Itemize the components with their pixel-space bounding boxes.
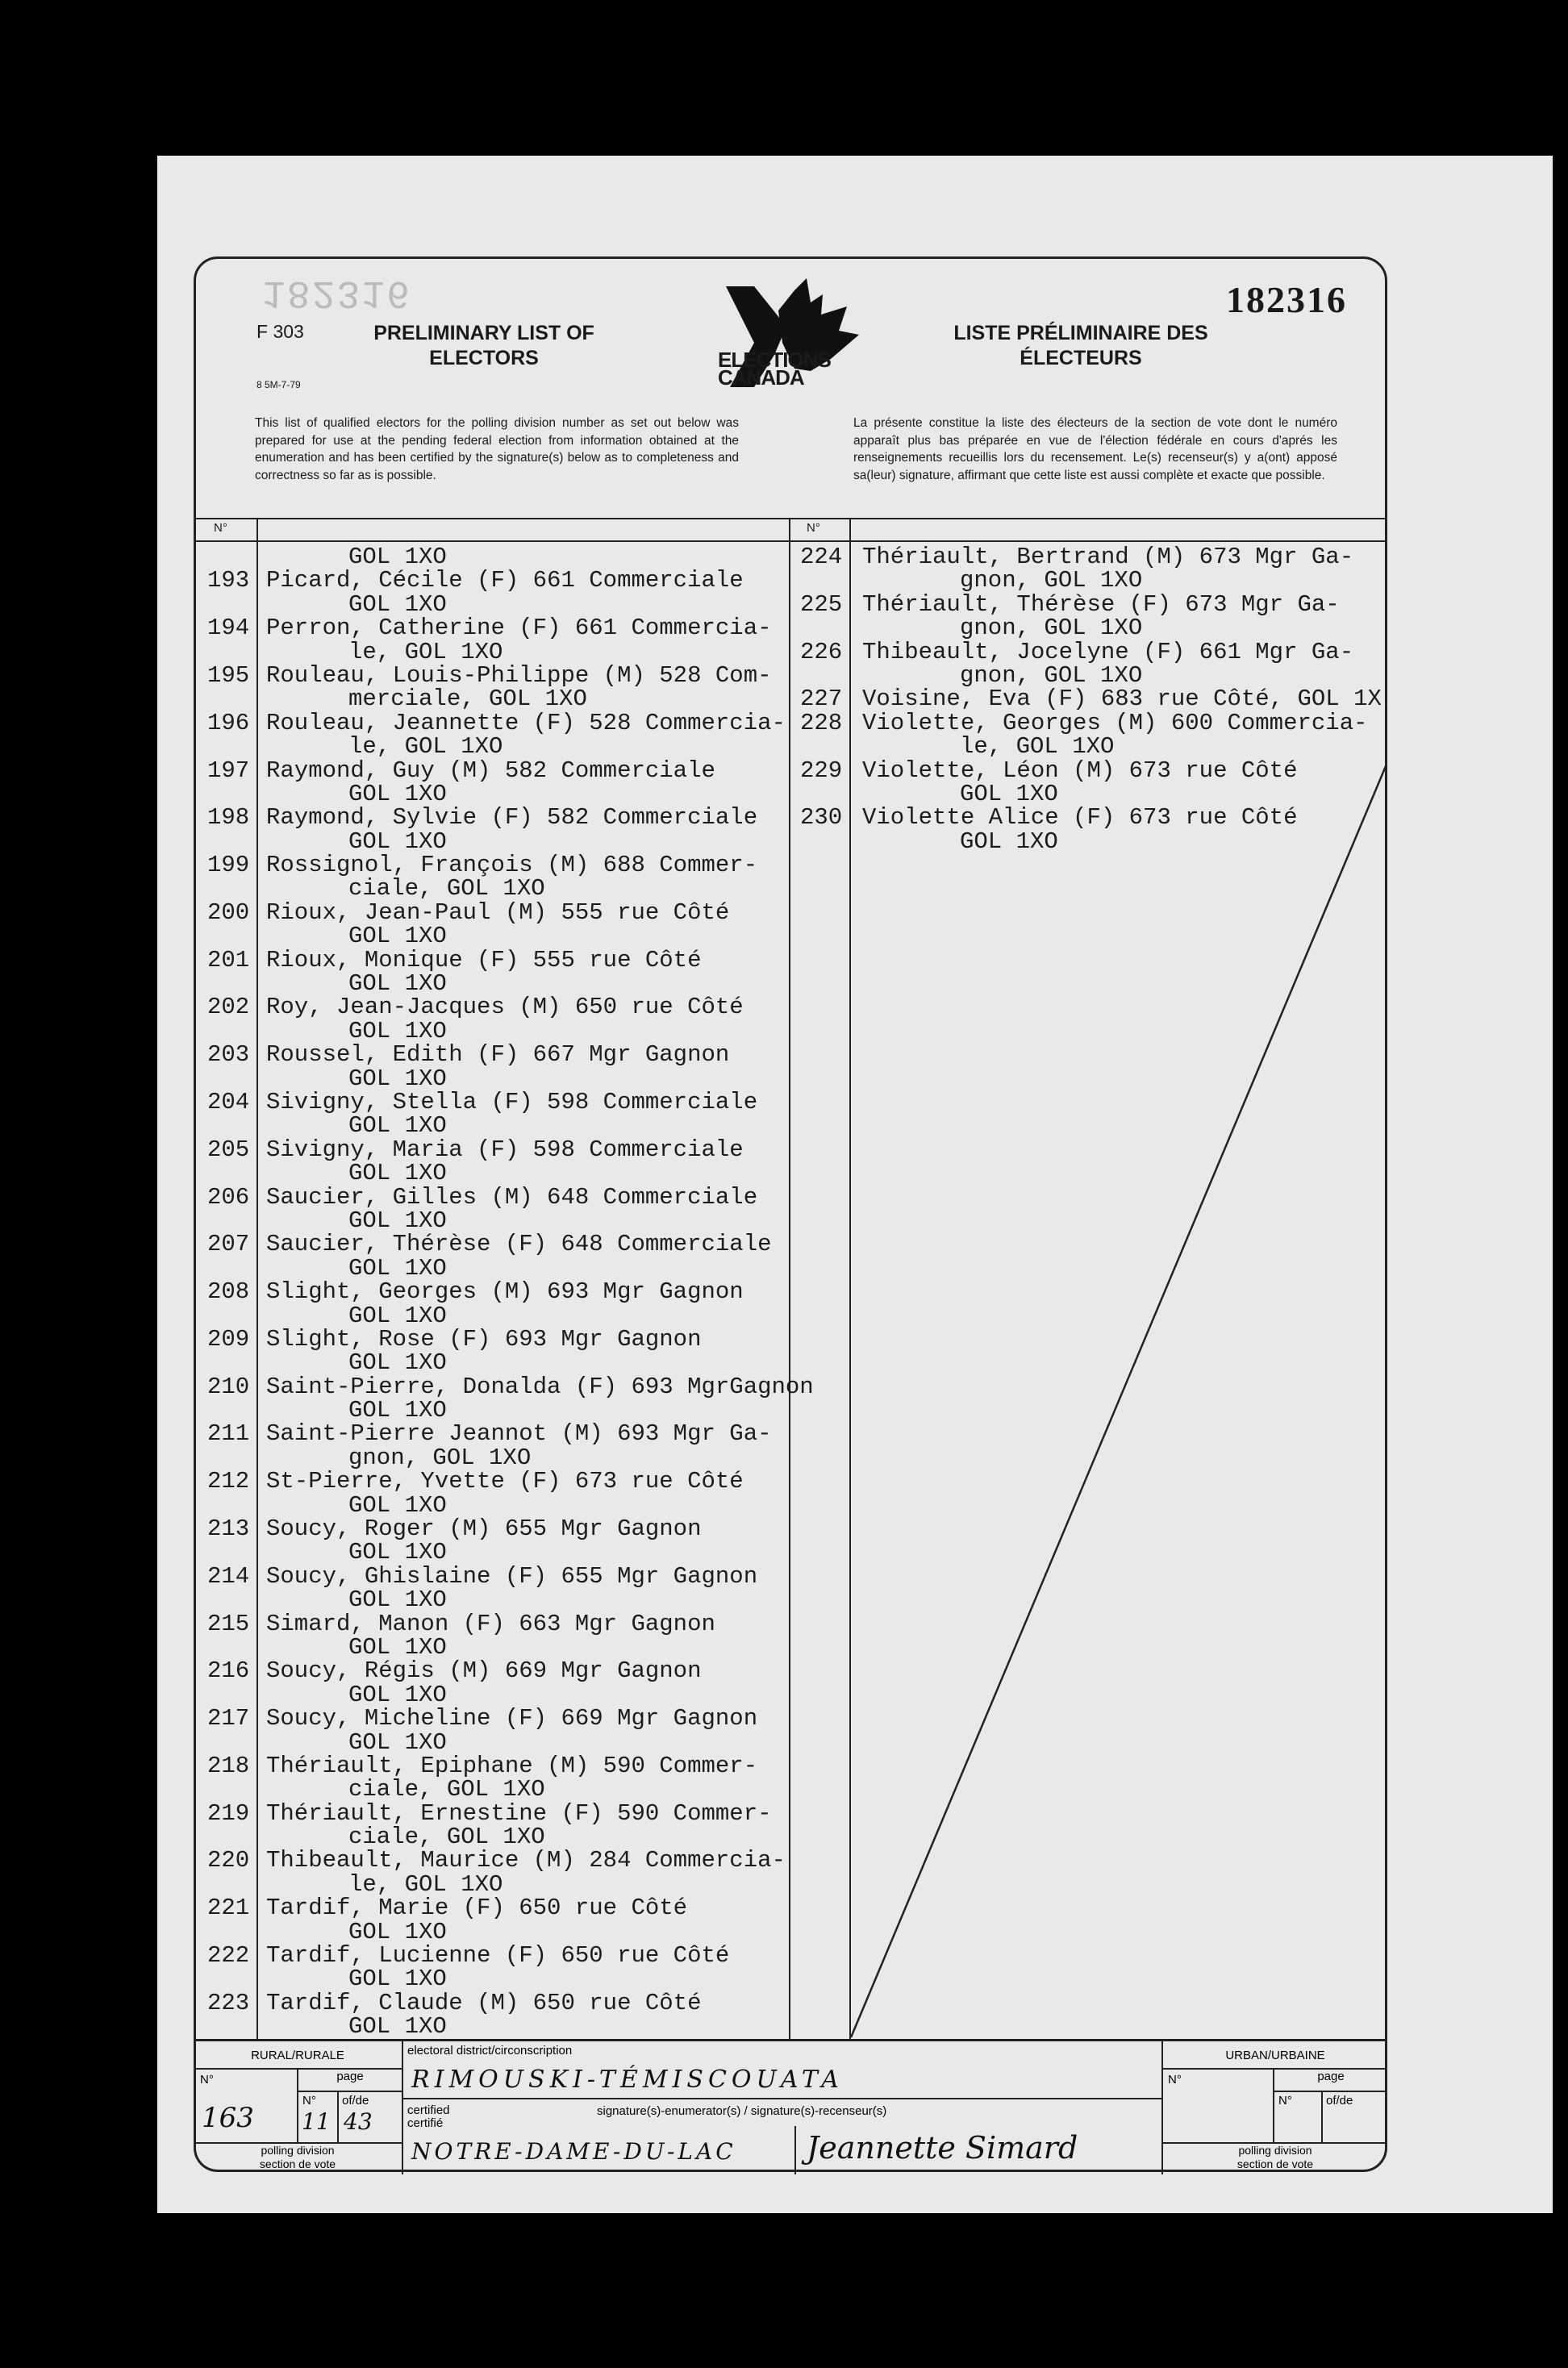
elector-name-address: Saint-Pierre Jeannot (M) 693 Mgr Ga- [266,1420,772,1448]
elector-continuation: gnon, GOL 1XO [960,615,1143,642]
elector-number: 216 [207,1657,250,1685]
elector-continuation: GOL 1XO [348,1160,447,1187]
elector-continuation: GOL 1XO [348,970,447,998]
elector-name-address: Slight, Georges (M) 693 Mgr Gagnon [266,1278,744,1306]
elector-number: 219 [207,1799,250,1827]
elector-continuation: merciale, GOL 1XO [348,686,587,713]
elector-number: 201 [207,946,250,973]
mirrored-stamp: 182316 [262,270,411,314]
elector-number: 212 [207,1468,250,1495]
certified-en: certified [407,2103,450,2117]
urban-polling-division-fr: section de vote [1236,2157,1314,2170]
elector-continuation: GOL 1XO [348,1302,447,1329]
elector-continuation: GOL 1XO [348,1918,447,1945]
elector-continuation: GOL 1XO [348,1397,447,1424]
title-french: LISTE PRÉLIMINAIRE DES ÉLECTEURS [953,322,1208,369]
rural-page-label: page [298,2070,403,2092]
elector-name-address: Sivigny, Maria (F) 598 Commerciale [266,1136,744,1163]
elector-continuation: GOL 1XO [348,1586,447,1614]
serial-number: 182316 [1226,279,1347,320]
elector-number: 197 [207,757,250,784]
elector-name-address: Violette, Léon (M) 673 rue Côté [862,757,1298,784]
elector-number: 200 [207,898,250,926]
rural-label: RURAL/RURALE [194,2041,403,2070]
elector-continuation: GOL 1XO [348,2013,447,2041]
elector-continuation: gnon, GOL 1XO [960,661,1143,689]
elector-number: 194 [207,615,250,642]
elector-number: 224 [800,544,843,570]
elector-number: 227 [800,686,843,713]
elector-number: 193 [207,567,250,594]
elector-number: 207 [207,1231,250,1258]
elector-number: 202 [207,994,250,1021]
elector-continuation: GOL 1XO [348,1728,447,1756]
rural-polling-division-label [194,2142,403,2174]
elector-name-address: Violette, Georges (M) 600 Commercia- [862,709,1368,736]
elector-name-address: Rioux, Monique (F) 555 rue Côté [266,946,702,973]
elector-name-address: Tardif, Claude (M) 650 rue Côté [266,1989,702,2016]
edition-code: 8 5M-7-79 [256,379,301,390]
elector-continuation: le, GOL 1XO [348,733,503,761]
urban-polling-division-en: polling division [1238,2144,1312,2157]
elector-number: 204 [207,1088,250,1115]
elector-continuation: GOL 1XO [348,590,447,618]
elector-continuation: GOL 1XO [348,1017,447,1044]
elector-number: 228 [800,709,843,736]
elector-continuation: GOL 1XO [348,1966,447,1993]
elector-number: 206 [207,1183,250,1211]
signature-label: signature(s)-enumerator(s) / signature(s)-recenseur(s) [597,2104,887,2118]
elector-name-address: Thibeault, Jocelyne (F) 661 Mgr Ga- [862,638,1354,665]
elector-name-address: Violette Alice (F) 673 rue Côté [862,804,1298,832]
elector-continuation: ciale, GOL 1XO [348,1776,545,1803]
elector-continuation: GOL 1XO [348,1065,447,1092]
urban-page-label: page [1274,2070,1387,2092]
elector-name-address: Tardif, Marie (F) 650 rue Côté [266,1895,688,1922]
elector-number: 196 [207,709,250,736]
elector-name-address: Soucy, Roger (M) 655 Mgr Gagnon [266,1515,702,1543]
elector-number: 229 [800,757,843,784]
elector-number: 205 [207,1136,250,1163]
elector-continuation: GOL 1XO [348,1539,447,1566]
elector-name-address: Saucier, Gilles (M) 648 Commerciale [266,1183,758,1211]
elector-number: 213 [207,1515,250,1543]
polling-division-fr: section de vote [259,2157,336,2170]
elector-name-address: Rossignol, François (M) 688 Commer- [266,852,758,879]
elector-continuation: GOL 1XO [348,544,447,570]
elector-continuation: ciale, GOL 1XO [348,875,545,903]
elector-continuation: GOL 1XO [348,780,447,807]
elector-number: 226 [800,638,843,665]
elector-number: 218 [207,1752,250,1779]
elector-continuation: ciale, GOL 1XO [348,1824,545,1851]
urban-polling-division-label [1161,2142,1387,2174]
elector-number: 214 [207,1562,250,1590]
elector-name-address: Raymond, Guy (M) 582 Commerciale [266,757,715,784]
elector-name-address: Thériault, Ernestine (F) 590 Commer- [266,1799,772,1827]
elector-continuation: GOL 1XO [348,1254,447,1282]
elector-name-address: Rioux, Jean-Paul (M) 555 rue Côté [266,898,730,926]
electoral-district-value: RIMOUSKI-TÉMISCOUATA [411,2066,844,2094]
urban-label: URBAN/URBAINE [1161,2041,1387,2070]
elector-name-address: Sivigny, Stella (F) 598 Commerciale [266,1088,758,1115]
page-number: 11 [302,2108,331,2135]
electoral-district-label: electoral district/circonscription [407,2044,573,2057]
elector-number: 222 [207,1942,250,1970]
elector-name-address: Picard, Cécile (F) 661 Commerciale [266,567,744,594]
footer-box [194,2039,1387,2174]
elector-name-address: Voisine, Eva (F) 683 rue Côté, GOL 1X [862,686,1382,713]
page-of-label: of/de [342,2094,369,2107]
elector-continuation: le, GOL 1XO [348,638,503,665]
elector-number: 195 [207,661,250,689]
elector-continuation: gnon, GOL 1XO [960,567,1143,594]
elector-name-address: St-Pierre, Yvette (F) 673 rue Côté [266,1468,744,1495]
urban-page-no-label: N° [1278,2094,1292,2107]
certified-fr: certifié [407,2116,444,2130]
elector-number: 223 [207,1989,250,2016]
enumerator-signature: Jeannette Simard [807,2130,1078,2166]
logo-text-line-1: ELECTIONS [718,348,831,372]
elector-name-address: Saucier, Thérèse (F) 648 Commerciale [266,1231,772,1258]
urban-page-of-label: of/de [1326,2094,1353,2107]
elector-number: 230 [800,804,843,832]
form-code: F 303 [256,321,304,342]
elector-continuation: GOL 1XO [348,1349,447,1377]
elector-number: 221 [207,1895,250,1922]
elector-continuation: GOL 1XO [348,923,447,950]
elector-name-address: Slight, Rose (F) 693 Mgr Gagnon [266,1325,702,1353]
page-total: 43 [344,2108,373,2135]
rural-no-label: N° [200,2073,214,2087]
right-no-label: N° [807,521,820,535]
elector-number: 208 [207,1278,250,1306]
urban-no-label: N° [1168,2073,1182,2087]
elector-continuation: GOL 1XO [348,1112,447,1140]
elector-name-address: Soucy, Micheline (F) 669 Mgr Gagnon [266,1705,758,1732]
rural-no-cell [194,2070,298,2142]
elector-name-address: Thibeault, Maurice (M) 284 Commercia- [266,1847,786,1874]
polling-division-number: 163 [202,2102,254,2134]
elector-continuation: le, GOL 1XO [348,1870,503,1898]
elector-name-address: Soucy, Ghislaine (F) 655 Mgr Gagnon [266,1562,758,1590]
elector-number: 220 [207,1847,250,1874]
elector-number: 209 [207,1325,250,1353]
elector-number: 225 [800,590,843,618]
intro-french: La présente constitue la liste des électeurs de la section de vote dont le numéro apparaît plus bas préparée en vue de l'élection fédérale en cours d'aprés les renseignements recueillis lors du recensement. Le(s) recenseur(s) y a(ont) apposé sa(leur) signature, affirmant que cette liste est aussi complète et exacte que possible. [853,416,1337,482]
elector-continuation: GOL 1XO [348,828,447,855]
page-no-label: N° [302,2094,316,2107]
elector-name-address: Saint-Pierre, Donalda (F) 693 MgrGagnon [266,1373,814,1400]
elector-name-address: Roy, Jean-Jacques (M) 650 rue Côté [266,994,744,1021]
elector-continuation: GOL 1XO [348,1491,447,1519]
left-no-label: N° [214,521,227,535]
elector-continuation: le, GOL 1XO [960,733,1115,761]
elector-name-address: Roussel, Edith (F) 667 Mgr Gagnon [266,1041,730,1069]
elector-number: 215 [207,1610,250,1637]
elector-continuation: GOL 1XO [348,1207,447,1234]
elector-name-address: Thériault, Thérèse (F) 673 Mgr Ga- [862,590,1340,618]
elector-name-address: Simard, Manon (F) 663 Mgr Gagnon [266,1610,715,1637]
elector-name-address: Raymond, Sylvie (F) 582 Commerciale [266,804,758,832]
elector-continuation: gnon, GOL 1XO [348,1444,532,1471]
elector-continuation: GOL 1XO [348,1633,447,1661]
urban-page-of-cell [1323,2092,1387,2142]
elector-number: 211 [207,1420,250,1448]
elector-name-address: Perron, Catherine (F) 661 Commercia- [266,615,772,642]
logo-text-line-2: CANADA [718,365,804,390]
elector-name-address: Soucy, Régis (M) 669 Mgr Gagnon [266,1657,702,1685]
elector-continuation: GOL 1XO [348,1681,447,1708]
intro-english: This list of qualified electors for the polling division number as set out below was prepared for use at the pending federal election from information obtained at the enumeration and has been certified by the signature(s) below as to completeness and correctness so far as is possible. [255,416,739,482]
urban-no-cell [1161,2070,1274,2142]
polling-division-en: polling division [261,2144,335,2157]
district-underline [403,2098,1161,2099]
signature-divider [794,2126,796,2174]
urban-page-no-cell [1274,2092,1323,2142]
locality-value: NOTRE-DAME-DU-LAC [411,2138,736,2165]
elector-number: 203 [207,1041,250,1069]
elector-name-address: Thériault, Bertrand (M) 673 Mgr Ga- [862,544,1354,570]
rural-page-no-cell [298,2092,339,2142]
title-english: PRELIMINARY LIST OF ELECTORS [373,322,594,369]
certified-label [407,2104,450,2130]
elector-continuation: GOL 1XO [960,828,1058,855]
elector-number: 217 [207,1705,250,1732]
rural-page-of-cell [339,2092,403,2142]
elector-number: 198 [207,804,250,832]
elector-continuation: GOL 1XO [960,780,1058,807]
elector-name-address: Rouleau, Louis-Philippe (M) 528 Com- [266,661,772,689]
elector-number: 199 [207,852,250,879]
elector-name-address: Rouleau, Jeannette (F) 528 Commercia- [266,709,786,736]
elector-name-address: Tardif, Lucienne (F) 650 rue Côté [266,1942,730,1970]
elector-number: 210 [207,1373,250,1400]
elector-name-address: Thériault, Epiphane (M) 590 Commer- [266,1752,758,1779]
